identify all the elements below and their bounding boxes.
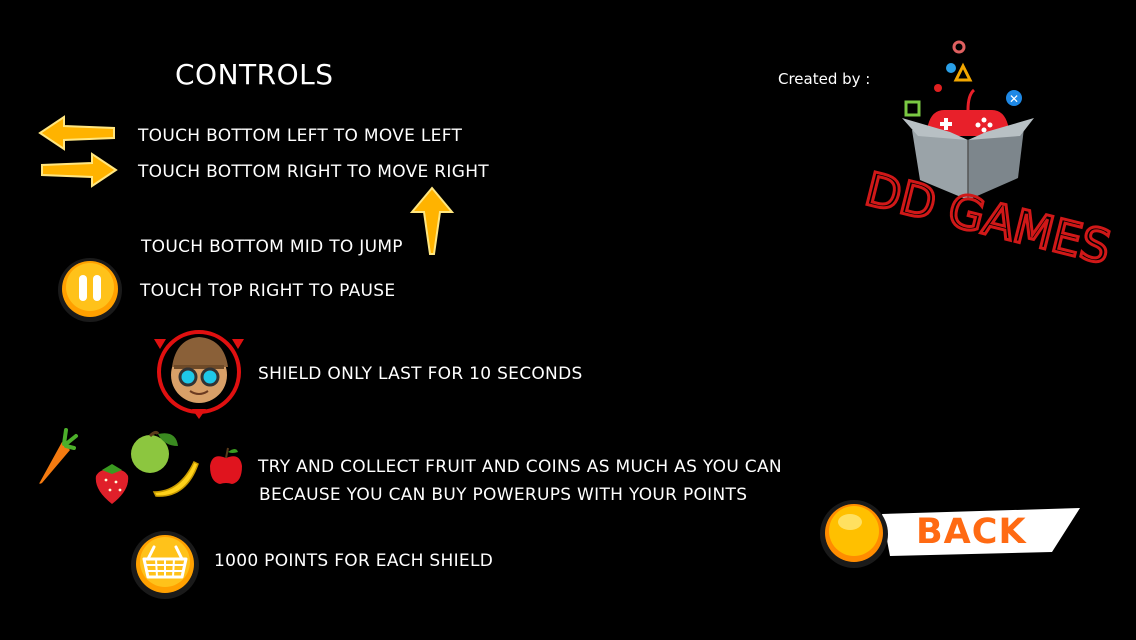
pause-icon <box>55 257 125 323</box>
left-arrow-icon <box>38 115 118 151</box>
instruction-shield-cost: 1000 POINTS FOR EACH SHIELD <box>214 551 494 571</box>
up-arrow-icon <box>410 186 454 258</box>
svg-text:✕: ✕ <box>1008 92 1020 106</box>
instruction-move-left: TOUCH BOTTOM LEFT TO MOVE LEFT <box>138 126 463 146</box>
banana-icon <box>150 458 200 498</box>
right-arrow-icon <box>38 152 118 188</box>
instruction-jump: TOUCH BOTTOM MID TO JUMP <box>141 237 403 257</box>
back-button-label: BACK <box>916 512 1027 552</box>
carrot-icon <box>36 428 78 486</box>
logo-text <box>859 150 1117 275</box>
shield-character-icon <box>152 325 246 421</box>
instruction-move-right: TOUCH BOTTOM RIGHT TO MOVE RIGHT <box>138 162 489 182</box>
strawberry-icon <box>92 460 132 506</box>
created-by-label: Created by : <box>778 70 871 88</box>
logo-letter-d1: DD GAMES <box>859 161 1117 275</box>
back-button[interactable] <box>820 500 1082 570</box>
basket-icon <box>128 531 202 597</box>
instruction-pause: TOUCH TOP RIGHT TO PAUSE <box>140 281 396 301</box>
instruction-shield: SHIELD ONLY LAST FOR 10 SECONDS <box>258 364 583 384</box>
page-title: CONTROLS <box>175 58 334 91</box>
apple-red-icon <box>206 446 246 488</box>
instruction-collect-line2: BECAUSE YOU CAN BUY POWERUPS WITH YOUR POINTS <box>259 485 748 505</box>
instruction-collect-line1: TRY AND COLLECT FRUIT AND COINS AS MUCH AS YOU CAN <box>258 457 782 477</box>
